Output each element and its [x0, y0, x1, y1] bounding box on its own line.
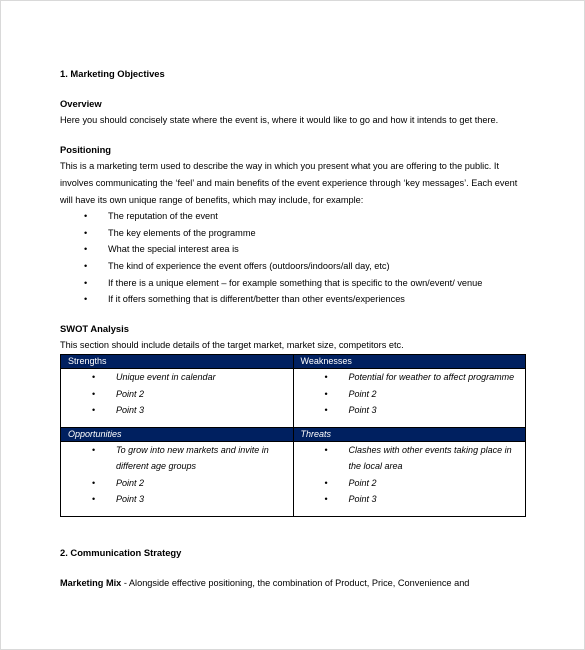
list-item: • The reputation of the event: [60, 208, 522, 225]
positioning-heading: Positioning: [60, 143, 112, 155]
threats-header: Threats: [293, 427, 526, 441]
positioning-bullet-list: [60, 208, 522, 308]
list-item: • Potential for weather to affect programme: [294, 369, 526, 386]
swot-row: [61, 368, 526, 427]
list-item: • Point 3: [61, 491, 293, 508]
swot-header-row: [61, 427, 526, 441]
section-heading-marketing-objectives: 1. Marketing Objectives: [60, 68, 165, 79]
list-item: • Point 2: [61, 386, 293, 403]
weaknesses-header: Weaknesses: [293, 354, 526, 368]
swot-row: [61, 441, 526, 516]
list-item: • To grow into new markets and invite in different age groups: [61, 442, 293, 475]
list-item: • Point 3: [294, 402, 526, 419]
swot-table: [60, 354, 526, 517]
list-item: • Unique event in calendar: [61, 369, 293, 386]
list-item: • Point 2: [294, 386, 526, 403]
list-item: • The kind of experience the event offers (outdoors/indoors/all day, etc): [60, 258, 522, 275]
list-item: • Point 2: [294, 475, 526, 492]
list-item: • Point 3: [61, 402, 293, 419]
list-item: • Clashes with other events taking place in the local area: [294, 442, 526, 475]
section-heading-communication-strategy: 2. Communication Strategy: [60, 547, 182, 559]
opportunities-cell: [61, 441, 294, 516]
swot-heading: SWOT Analysis: [60, 322, 129, 334]
list-item: • The key elements of the programme: [60, 225, 522, 242]
opportunities-header: Opportunities: [61, 427, 294, 441]
threats-cell: [293, 441, 526, 516]
marketing-mix-paragraph: [60, 575, 522, 592]
list-item: • What the special interest area is: [60, 241, 522, 258]
positioning-text: This is a marketing term used to describe the way in which you present what you are offering to the public. It involves communicating the ‘feel’ and main benefits of the event experience through ‘key messages’. Each event will have its own unique range of benefits, which may include, for example:: [60, 161, 518, 205]
document-body: [60, 66, 522, 591]
marketing-mix-text: - Alongside effective positioning, the combination of Product, Price, Convenience and: [121, 577, 470, 588]
list-item: • If there is a unique element – for example something that is specific to the own/event/ venue: [60, 275, 522, 292]
list-item: • Point 3: [294, 491, 526, 508]
weaknesses-cell: [293, 368, 526, 427]
overview-heading: Overview: [60, 97, 102, 109]
strengths-header: Strengths: [61, 354, 294, 368]
list-item: • If it offers something that is different/better than other events/experiences: [60, 291, 522, 308]
list-item: • Point 2: [61, 475, 293, 492]
strengths-cell: [61, 368, 294, 427]
marketing-mix-label: Marketing Mix: [60, 577, 122, 588]
swot-header-row: [61, 354, 526, 368]
swot-intro-text: This section should include details of the target market, market size, competitors etc.: [60, 340, 404, 351]
overview-text: Here you should concisely state where the event is, where it would like to go and how it intends to get there.: [60, 115, 499, 126]
